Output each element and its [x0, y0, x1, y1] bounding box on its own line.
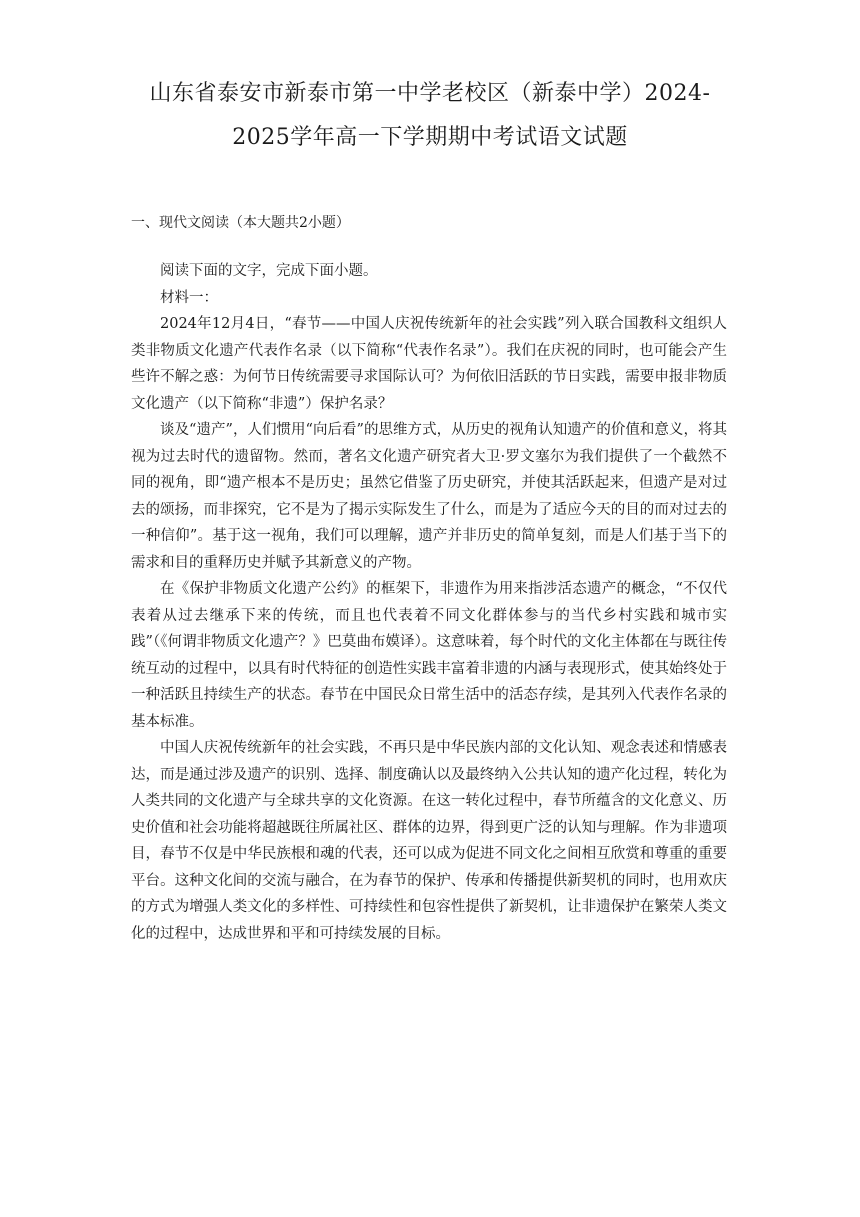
document-title: [118, 72, 742, 160]
title-line-1: 山东省泰安市新泰市第一中学老校区（新泰中学）2024-: [149, 81, 711, 106]
paragraph-4: 中国人庆祝传统新年的社会实践，不再只是中华民族内部的文化认知、观念表述和情感表达，而是通过涉及遗产的识别、选择、制度确认以及最终纳入公共认知的遗产化过程，转化为人类共同的文化遗产与全球共享的文化资源。在这一转化过程中，春节所蕴含的文化意义、历史价值和社会功能将超越既往所属社区、群体的边界，得到更广泛的认知与理解。作为非遗项目，春节不仅是中华民族根和魂的代表，还可以成为促进不同文化之间相互欣赏和尊重的重要平台。这种文化间的交流与融合，在为春节的保护、传承和传播提供新契机的同时，也用欢庆的方式为增强人类文化的多样性、可持续性和包容性提供了新契机，让非遗保护在繁荣人类文化的过程中，达成世界和平和可持续发展的目标。: [131, 740, 727, 942]
paragraph-2: 谈及“遗产”，人们惯用“向后看”的思维方式，从历史的视角认知遗产的价值和意义，将其视为过去时代的遗留物。然而，著名文化遗产研究者大卫·罗文塞尔为我们提供了一个截然不同的视角，即“遗产根本不是历史；虽然它借鉴了历史研究，并使其活跃起来，但遗产是对过去的颂扬，而非探究，它不是为了揭示实际发生了什么，而是为了适应今天的目的而对过去的一种信仰”。基于这一视角，我们可以理解，遗产并非历史的简单复刻，而是人们基于当下的需求和目的重释历史并赋予其新意义的产物。: [131, 422, 727, 571]
material-label: 材料一：: [160, 289, 218, 306]
section-heading: 一、现代文阅读（本大题共2小题）: [131, 215, 350, 231]
paragraph-3: 在《保护非物质文化遗产公约》的框架下，非遗作为用来指涉活态遗产的概念，“不仅代表着从过去继承下来的传统，而且也代表着不同文化群体参与的当代乡村实践和城市实践”（《何谓非物质文化遗产？》巴莫曲布嫫译）。这意味着，每个时代的文化主体都在与既往传统互动的过程中，以具有时代特征的创造性实践丰富着非遗的内涵与表现形式，使其始终处于一种活跃且持续生产的状态。春节在中国民众日常生活中的活态存续，是其列入代表作名录的基本标准。: [131, 581, 727, 730]
paragraph-1: 2024年12月4日，“春节——中国人庆祝传统新年的社会实践”列入联合国教科文组织人类非物质文化遗产代表作名录（以下简称“代表作名录”）。我们在庆祝的同时，也可能会产生些许不解之惑：为何节日传统需要寻求国际认可？为何依旧活跃的节日实践，需要申报非物质文化遗产（以下简称“非遗”）保护名录？: [131, 316, 727, 412]
title-line-2: 2025学年高一下学期期中考试语文试题: [232, 125, 628, 150]
instruction-text: 阅读下面的文字，完成下面小题。: [160, 263, 378, 279]
reading-passage: [131, 258, 727, 947]
